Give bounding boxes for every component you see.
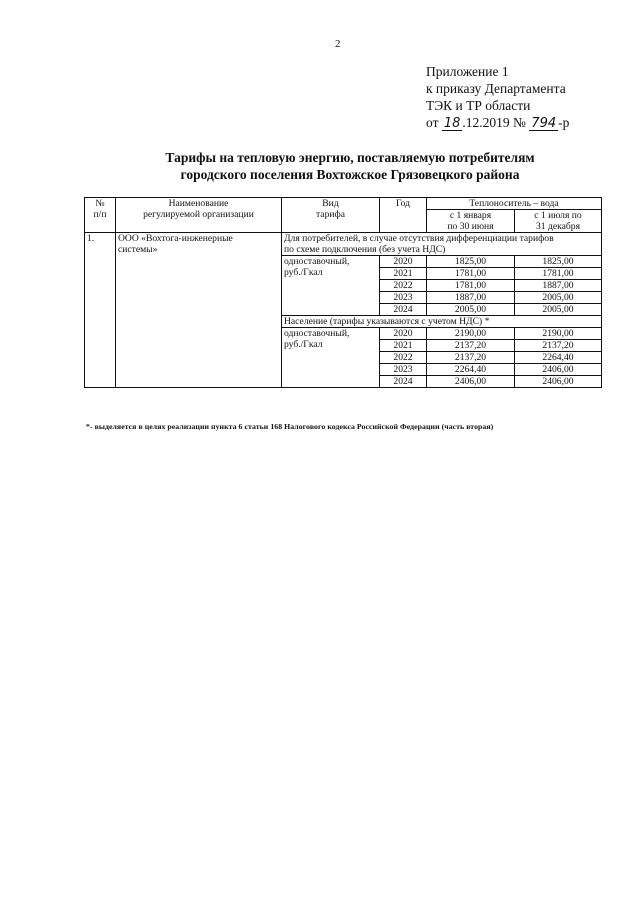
date-rest: .12.2019 № bbox=[462, 115, 526, 130]
handwritten-day: 18 bbox=[443, 116, 461, 131]
value-cell: 1781,00 bbox=[427, 268, 515, 280]
year-cell: 2020 bbox=[380, 328, 427, 340]
value-cell: 2190,00 bbox=[427, 328, 515, 340]
appendix-date-line bbox=[426, 114, 569, 131]
footnote: *- выделяется в целях реализации пункта 6 статьи 168 Налогового кодекса Российской Федерации (часть вторая) bbox=[86, 422, 494, 431]
year-cell: 2022 bbox=[380, 352, 427, 364]
year-cell: 2022 bbox=[380, 280, 427, 292]
title-line2: городского поселения Вохтожское Грязовецкого района bbox=[180, 167, 520, 182]
value-cell: 2005,00 bbox=[427, 304, 515, 316]
header-period1: с 1 января по 30 июня bbox=[427, 210, 515, 233]
row-number: 1. bbox=[85, 233, 116, 388]
year-cell: 2021 bbox=[380, 340, 427, 352]
value-cell: 2137,20 bbox=[427, 352, 515, 364]
header-tariff-type: Вид тарифа bbox=[282, 198, 380, 233]
header-number: № п/п bbox=[85, 198, 116, 233]
page-number: 2 bbox=[335, 38, 341, 50]
value-cell: 1781,00 bbox=[515, 268, 602, 280]
header-year: Год bbox=[380, 198, 427, 233]
section2-heading: Население (тарифы указываются с учетом НДС) * bbox=[282, 316, 602, 328]
year-cell: 2020 bbox=[380, 256, 427, 268]
year-cell: 2023 bbox=[380, 364, 427, 376]
value-cell: 2264,40 bbox=[427, 364, 515, 376]
appendix-line2: к приказу Департамента bbox=[426, 81, 566, 96]
year-cell: 2021 bbox=[380, 268, 427, 280]
value-cell: 2406,00 bbox=[427, 376, 515, 388]
section1-heading: Для потребителей, в случае отсутствия дифференциации тарифов по схеме подключения (без учета НДС) bbox=[282, 233, 602, 256]
value-cell: 2190,00 bbox=[515, 328, 602, 340]
header-period2: с 1 июля по 31 декабря bbox=[515, 210, 602, 233]
year-cell: 2023 bbox=[380, 292, 427, 304]
year-cell: 2024 bbox=[380, 376, 427, 388]
date-prefix: от bbox=[426, 115, 439, 130]
handwritten-number: 794 bbox=[531, 116, 557, 131]
value-cell: 2264,40 bbox=[515, 352, 602, 364]
value-cell: 1825,00 bbox=[515, 256, 602, 268]
value-cell: 1781,00 bbox=[427, 280, 515, 292]
value-cell: 2406,00 bbox=[515, 376, 602, 388]
number-suffix: -р bbox=[558, 115, 570, 130]
document-title bbox=[100, 149, 600, 183]
value-cell: 1887,00 bbox=[515, 280, 602, 292]
section1-tariff-type: одноставочный, руб./Гкал bbox=[282, 256, 380, 316]
value-cell: 2005,00 bbox=[515, 304, 602, 316]
appendix-line1: Приложение 1 bbox=[426, 64, 509, 79]
appendix-block bbox=[426, 63, 569, 131]
section2-tariff-type: одноставочный, руб./Гкал bbox=[282, 328, 380, 388]
title-line1: Тарифы на тепловую энергию, поставляемую потребителям bbox=[165, 150, 535, 165]
value-cell: 2406,00 bbox=[515, 364, 602, 376]
appendix-line3: ТЭК и ТР области bbox=[426, 98, 531, 113]
value-cell: 2005,00 bbox=[515, 292, 602, 304]
organization-name: ООО «Вохтога-инженерные системы» bbox=[116, 233, 282, 388]
value-cell: 2137,20 bbox=[515, 340, 602, 352]
tariff-table bbox=[84, 197, 602, 388]
header-carrier: Теплоноситель – вода bbox=[427, 198, 602, 210]
value-cell: 1825,00 bbox=[427, 256, 515, 268]
value-cell: 1887,00 bbox=[427, 292, 515, 304]
year-cell: 2024 bbox=[380, 304, 427, 316]
value-cell: 2137,20 bbox=[427, 340, 515, 352]
header-organization: Наименование регулируемой организации bbox=[116, 198, 282, 233]
